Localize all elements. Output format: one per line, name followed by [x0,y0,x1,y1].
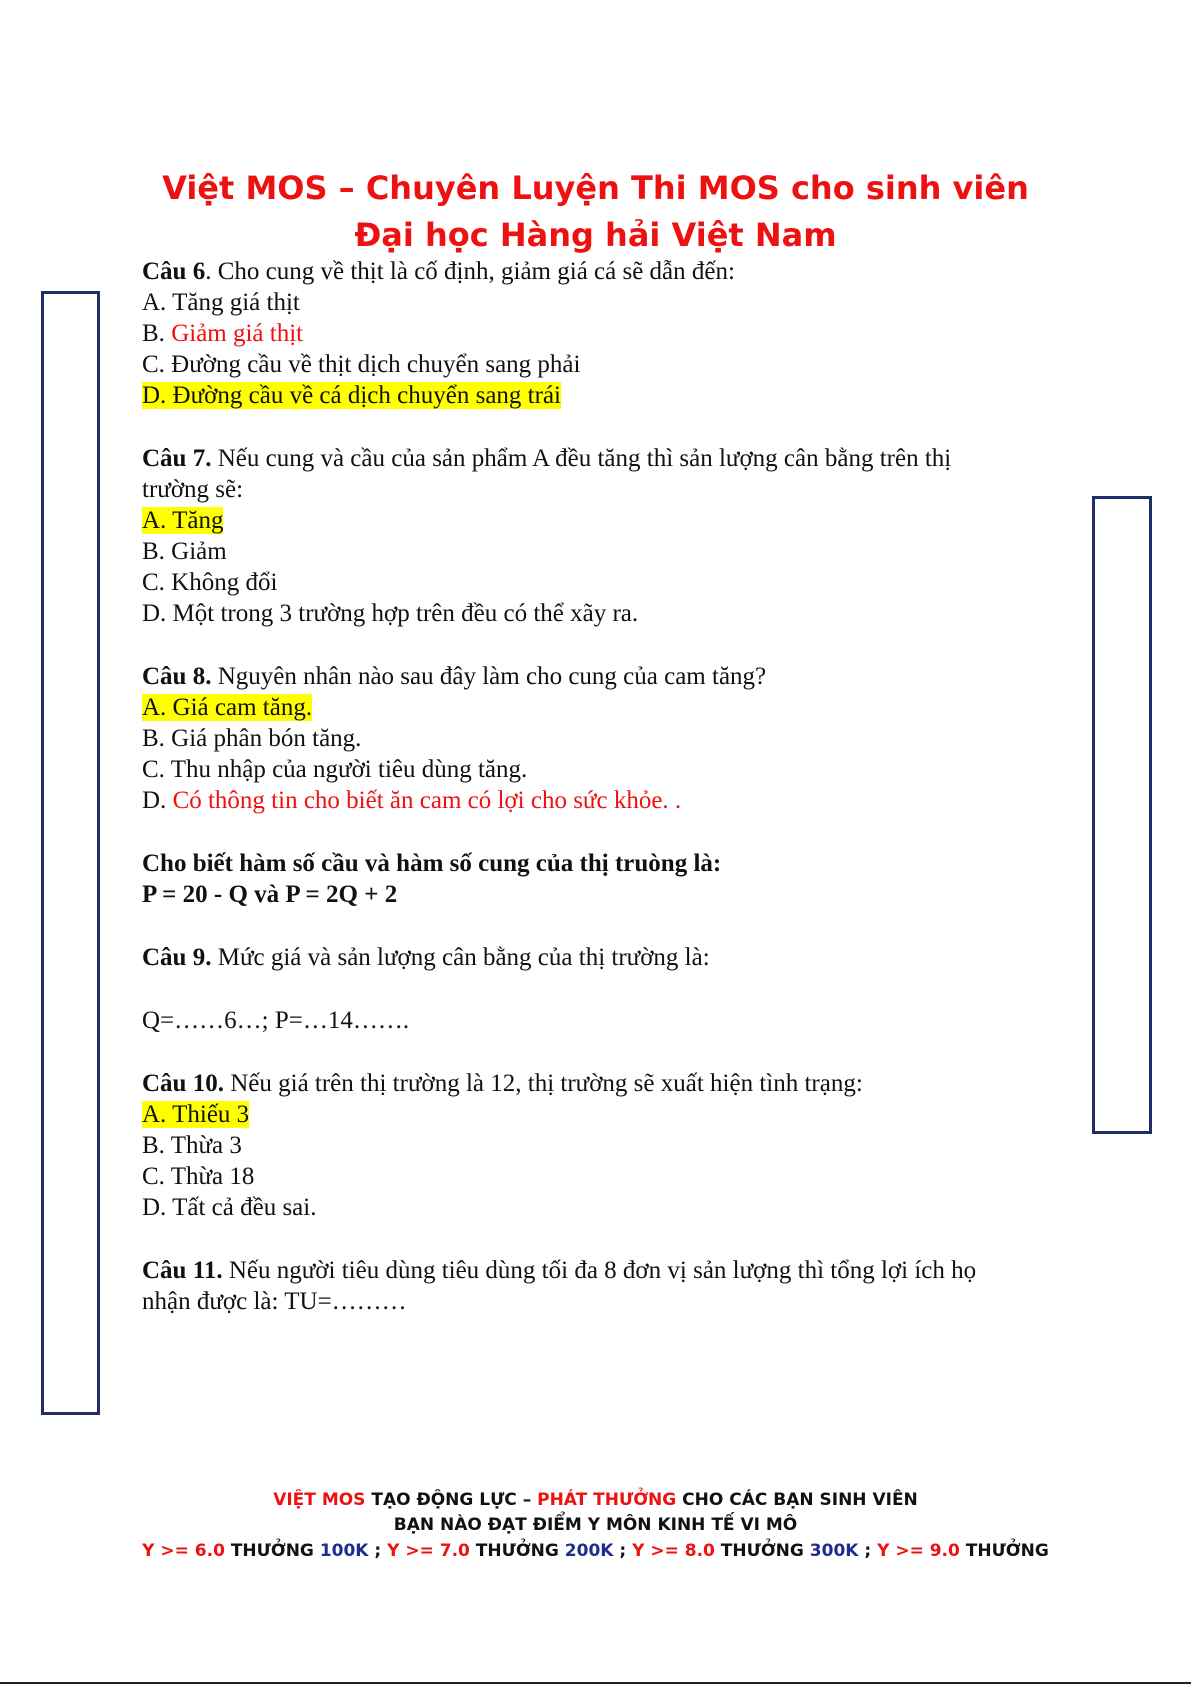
footer-text: THƯỞNG [224,1541,320,1561]
question-label: Câu 8. [142,663,212,690]
option-6d [142,380,1072,411]
question-7-cont: trường sẽ: [142,476,244,503]
footer-text: CHO CÁC BẠN SINH VIÊN [676,1490,918,1510]
footer-sep: ; [613,1541,633,1561]
header-title-line2: Đại học Hàng hải Việt Nam [354,216,837,254]
question-11-cont: nhận được là: TU=……… [142,1288,407,1315]
footer-text: TẠO ĐỘNG LỰC – [365,1490,538,1510]
question-10 [142,1068,1072,1099]
footer-reward: 100K [319,1541,369,1561]
question-text: Nếu người tiêu dùng tiêu dùng tối đa 8 đơn vị sản lượng thì tổng lợi ích họ [222,1257,977,1284]
option-7b: B. Giảm [142,538,227,565]
footer-threshold: Y >= 7.0 [387,1541,470,1561]
option-6b [142,318,1072,349]
footer-threshold: Y >= 6.0 [142,1541,225,1561]
highlighted-answer: A. Giá cam tăng. [142,694,313,721]
footer-sep: ; [368,1541,388,1561]
answer-9: Q=……6…; P=…14……. [142,1007,410,1034]
highlighted-answer: A. Tăng [142,507,224,534]
footer-text: THƯỞNG [469,1541,565,1561]
question-label: Câu 6 [142,258,206,285]
option-8b: B. Giá phân bón tăng. [142,725,362,752]
question-label: Câu 9. [142,944,212,971]
question-label: Câu 7. [142,445,212,472]
question-9 [142,942,1072,973]
given-statement [142,848,1072,879]
footer-line-3 [0,1538,1191,1564]
option-7c: C. Không đổi [142,569,278,596]
option-prefix: B. [142,320,172,347]
question-6 [142,256,1072,287]
question-label: Câu 10. [142,1070,224,1097]
option-text: Có thông tin cho biết ăn cam có lợi cho sức khỏe. . [172,787,682,814]
footer-highlight: PHÁT THƯỞNG [537,1490,677,1510]
question-text: Nếu giá trên thị trường là 12, thị trường sẽ xuất hiện tình trạng: [223,1070,863,1097]
footer-text: THƯỞNG [959,1541,1049,1561]
question-text: Mức giá và sản lượng cân bằng của thị trường là: [211,944,710,971]
given-formula: P = 20 - Q và P = 2Q + 2 [142,881,398,908]
option-7a [142,505,1072,536]
question-8 [142,661,1072,692]
right-border-box [1092,496,1152,1134]
footer-threshold: Y >= 9.0 [877,1541,960,1561]
footer-reward: 300K [809,1541,859,1561]
option-6a: A. Tăng giá thịt [142,289,300,316]
question-label: Câu 11. [142,1257,223,1284]
question-11 [142,1255,1072,1286]
option-10b: B. Thừa 3 [142,1132,242,1159]
footer-threshold: Y >= 8.0 [632,1541,715,1561]
header-title-line1: Việt MOS – Chuyên Luyện Thi MOS cho sinh viên [162,169,1029,207]
footer-line-1 [0,1487,1191,1513]
highlighted-answer: A. Thiếu 3 [142,1101,250,1128]
option-8c: C. Thu nhập của người tiêu dùng tăng. [142,756,528,783]
option-7d: D. Một trong 3 trường hợp trên đều có thể xãy ra. [142,600,639,627]
option-8a [142,692,1072,723]
page-bottom-rule [0,1682,1191,1684]
question-7 [142,443,1072,474]
highlighted-answer: D. Đường cầu về cá dịch chuyển sang trái [142,382,561,409]
option-8d [142,785,1072,816]
footer-reward: 200K [564,1541,614,1561]
question-text: Nếu cung và cầu của sản phẩm A đều tăng thì sản lượng cân bằng trên thị [211,445,952,472]
footer-sep: ; [858,1541,878,1561]
option-text: Giảm giá thịt [171,320,304,347]
document-body [142,256,1072,1317]
option-10c: C. Thừa 18 [142,1163,255,1190]
left-border-box [41,291,100,1415]
footer-line-2: BẠN NÀO ĐẠT ĐIỂM Y MÔN KINH TẾ VI MÔ [393,1515,798,1535]
question-text: . Cho cung về thịt là cố định, giảm giá cá sẽ dẫn đến: [205,258,735,285]
given-equations [142,879,1072,910]
option-10a [142,1099,1072,1130]
given-text: Cho biết hàm số cầu và hàm số cung của thị truòng là: [142,850,722,877]
option-prefix: D. [142,787,173,814]
footer-text: THƯỞNG [714,1541,810,1561]
option-10d: D. Tất cả đều sai. [142,1194,317,1221]
question-text: Nguyên nhân nào sau đây làm cho cung của cam tăng? [211,663,767,690]
footer-brand: VIỆT MOS [273,1490,366,1510]
option-6c: C. Đường cầu về thịt dịch chuyển sang phải [142,351,581,378]
